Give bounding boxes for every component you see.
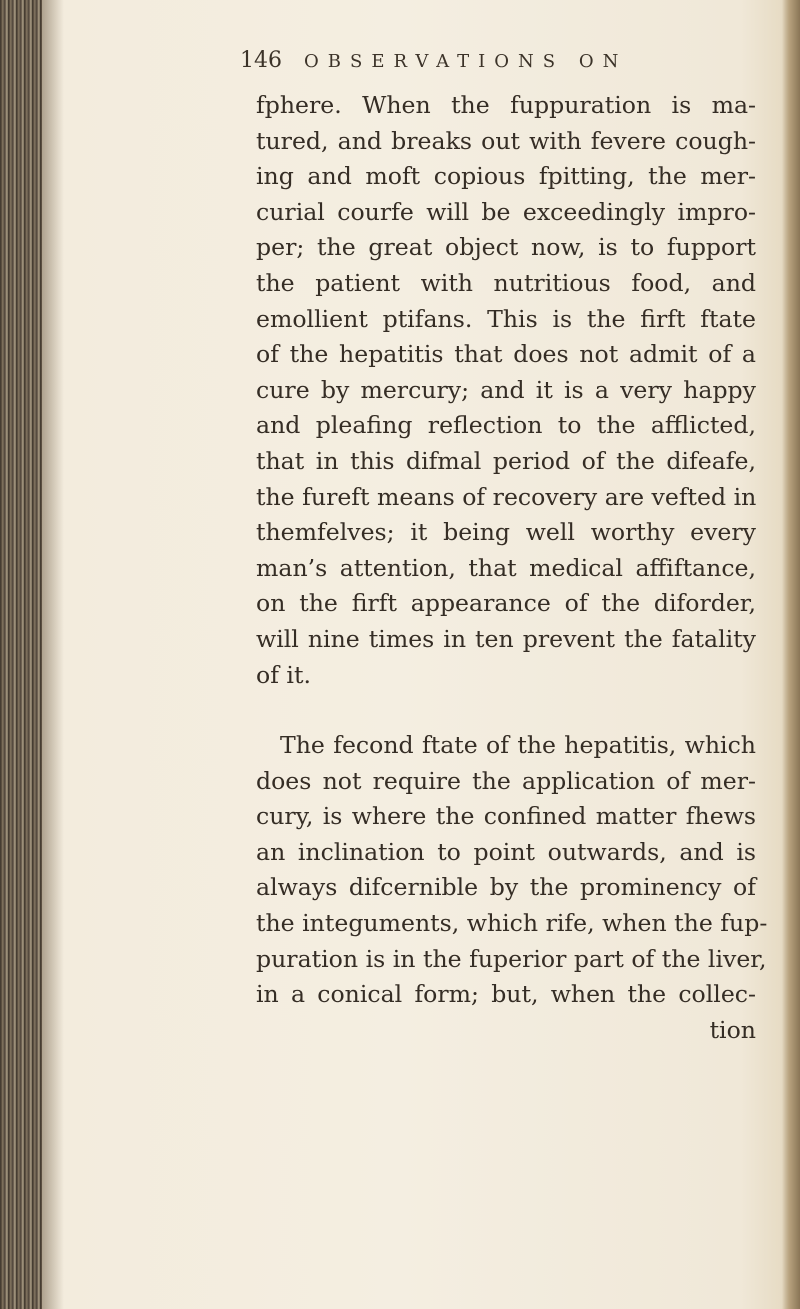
paragraph-gap bbox=[256, 693, 756, 728]
text-line: always difcernible by the prominency of bbox=[256, 873, 756, 902]
text-line: man’s attention, that medical affiftance, bbox=[256, 553, 756, 582]
body-text bbox=[256, 88, 768, 1048]
text-line: does not require the application of mer- bbox=[256, 766, 756, 795]
text-line: emollient ptifans. This is the firft ftate bbox=[256, 304, 756, 333]
text-line: cury, is where the confined matter fhews bbox=[256, 802, 756, 831]
text-line: an inclination to point outwards, and is bbox=[256, 837, 756, 866]
text-line: puration is in the fuperior part of the liver, bbox=[256, 944, 767, 973]
text-line: the patient with nutritious food, and bbox=[256, 268, 756, 297]
text-line: themfelves; it being well worthy every bbox=[256, 518, 756, 547]
text-line: of the hepatitis that does not admit of a bbox=[256, 340, 756, 369]
text-line: in a conical form; but, when the collec- bbox=[256, 980, 756, 1009]
text-line: of it. bbox=[256, 660, 311, 689]
page-number: 146 bbox=[240, 48, 282, 73]
text-line: will nine times in ten prevent the fatality bbox=[256, 624, 756, 653]
text-line: cure by mercury; and it is a very happy bbox=[256, 375, 756, 404]
paragraph-1 bbox=[256, 88, 756, 693]
page-fore-edge bbox=[782, 0, 800, 1309]
running-head: OBSERVATIONS ON bbox=[304, 51, 628, 72]
gutter-shadow bbox=[42, 0, 64, 1309]
text-line: The fecond ftate of the hepatitis, which bbox=[280, 731, 756, 760]
text-line: fphere. When the fuppuration is ma- bbox=[256, 91, 756, 119]
paragraph-2 bbox=[256, 728, 768, 1048]
text-line: ing and moft copious fpitting, the mer- bbox=[256, 162, 756, 191]
text-line: and pleafing reflection to the afflicted, bbox=[256, 411, 756, 440]
text-line: curial courfe will be exceedingly impro- bbox=[256, 197, 756, 226]
page-header bbox=[240, 48, 627, 88]
text-line: the fureft means of recovery are vefted in bbox=[256, 482, 757, 511]
text-line: per; the great object now, is to fupport bbox=[256, 233, 756, 262]
text-line: on the firft appearance of the diforder, bbox=[256, 589, 756, 618]
book-spine-edge bbox=[0, 0, 42, 1309]
catchword: tion bbox=[709, 1015, 756, 1044]
text-line: tured, and breaks out with fevere cough- bbox=[256, 126, 756, 155]
text-line: the integuments, which rife, when the fup- bbox=[256, 909, 768, 938]
text-line: that in this difmal period of the difeafe, bbox=[256, 446, 756, 475]
